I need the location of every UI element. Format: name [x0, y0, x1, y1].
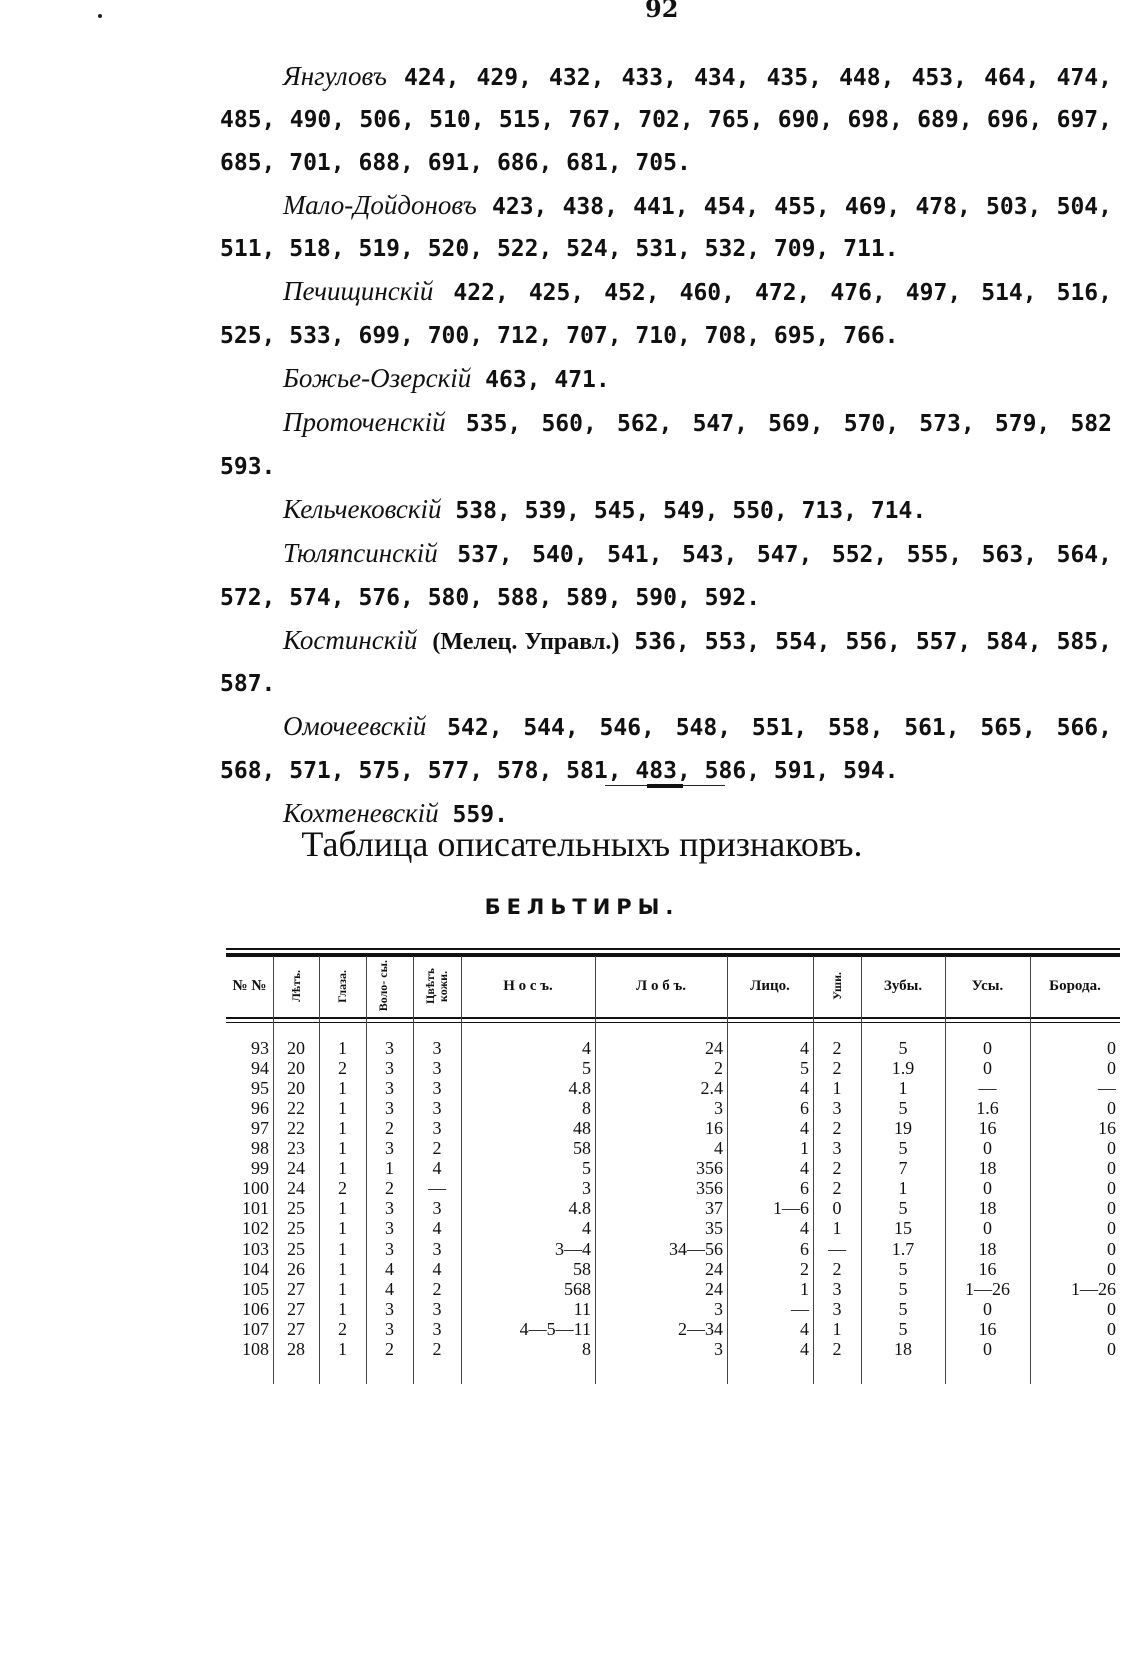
place-name: Омочеевскій: [283, 711, 427, 742]
cell-num: 105: [242, 1278, 269, 1299]
cell-face: 5: [800, 1058, 809, 1079]
cell-teeth: 15: [894, 1218, 912, 1239]
place-name: Печищинскій: [283, 276, 434, 307]
cell-skin: 3: [432, 1078, 442, 1099]
cell-beard: —: [1098, 1078, 1116, 1099]
section-ornament: [605, 784, 725, 788]
header-face: [727, 958, 813, 1014]
table-row: [0, 1218, 1140, 1239]
place-note: (Мелец. Управл.): [432, 628, 620, 655]
cell-face: 4: [800, 1118, 809, 1139]
table-row: [0, 1038, 1140, 1059]
cell-eyes: 1: [338, 1258, 347, 1279]
cell-beard: 0: [1107, 1258, 1116, 1279]
table-subtitle: БЕЛЬТИРЫ.: [484, 895, 680, 919]
listing-entry: [220, 55, 1112, 184]
cell-beard: 0: [1107, 1338, 1116, 1359]
record-numbers: 423, 438, 441, 454, 455, 469, 478, 503, 504, 511, 518, 519, 520, 522, 524, 531, 532, 709, 711.: [220, 193, 1112, 263]
place-name: Кохтеневскій: [283, 798, 439, 829]
listing-entry: [220, 488, 1112, 532]
cell-hair: 3: [385, 1218, 394, 1239]
table-row: [0, 1239, 1140, 1260]
cell-hair: 3: [385, 1318, 394, 1339]
cell-nose: 4: [582, 1218, 591, 1239]
cell-age: 26: [287, 1258, 305, 1279]
cell-skin: 2: [432, 1338, 442, 1359]
cell-age: 20: [287, 1038, 305, 1058]
cell-forehead: 35: [705, 1218, 723, 1239]
cell-forehead: 4: [714, 1138, 723, 1159]
speck: [98, 14, 102, 18]
cell-skin: 4: [432, 1258, 442, 1279]
cell-eyes: 1: [338, 1098, 347, 1119]
cell-num: 97: [251, 1118, 269, 1139]
cell-face: 1: [800, 1138, 809, 1159]
table-row: [0, 1319, 1140, 1340]
cell-teeth: 1: [898, 1078, 908, 1099]
cell-teeth: 5: [898, 1278, 908, 1299]
cell-age: 25: [287, 1238, 305, 1259]
cell-ears: —: [828, 1238, 846, 1259]
cell-hair: 3: [385, 1198, 394, 1219]
cell-hair: 3: [385, 1098, 394, 1119]
cell-age: 20: [287, 1058, 305, 1079]
cell-nose: 11: [573, 1298, 591, 1319]
header-eyes: [319, 958, 366, 1014]
cell-ears: 2: [832, 1038, 842, 1058]
cell-face: —: [791, 1298, 809, 1319]
cell-teeth: 7: [898, 1158, 908, 1179]
cell-num: 101: [242, 1198, 269, 1219]
cell-skin: 3: [432, 1318, 442, 1339]
cell-mustache: 18: [978, 1238, 997, 1259]
cell-nose: 58: [573, 1138, 591, 1159]
cell-nose: 5: [582, 1058, 591, 1079]
place-name: Проточенскій: [283, 407, 446, 438]
place-name: Костинскій: [283, 624, 418, 655]
cell-forehead: 34—56: [669, 1238, 723, 1259]
cell-eyes: 1: [338, 1138, 347, 1159]
cell-mustache: 0: [983, 1138, 992, 1159]
record-numbers: 535, 560, 562, 547, 569, 570, 573, 579, 582 593.: [220, 411, 1112, 480]
cell-ears: 2: [832, 1058, 842, 1079]
cell-hair: 2: [385, 1338, 394, 1359]
cell-ears: 2: [832, 1258, 842, 1279]
cell-skin: 3: [432, 1298, 442, 1319]
header-mustache-label: Усы.: [971, 977, 1004, 994]
cell-mustache: 0: [983, 1038, 992, 1058]
header-beard-label: Борода.: [1049, 977, 1101, 994]
cell-num: 96: [251, 1098, 269, 1119]
cell-face: 6: [800, 1238, 809, 1259]
header-skin: [413, 958, 461, 1014]
cell-teeth: 5: [898, 1298, 908, 1319]
table-row: [0, 1158, 1140, 1179]
place-name: Тюляпсинскій: [283, 538, 438, 569]
listing-entry: [220, 357, 1112, 401]
cell-ears: 2: [832, 1178, 842, 1199]
cell-hair: 4: [385, 1278, 394, 1299]
listing-entry: [220, 401, 1112, 488]
place-name: Янгуловъ: [283, 61, 387, 91]
table-row: [0, 1279, 1140, 1300]
cell-eyes: 1: [338, 1338, 347, 1359]
header-num-label: № №: [232, 977, 267, 994]
cell-skin: 3: [432, 1098, 442, 1119]
header-num: [226, 958, 273, 1014]
header-face-label: Лицо.: [750, 977, 790, 994]
cell-eyes: 1: [338, 1218, 347, 1239]
cell-age: 27: [287, 1278, 305, 1299]
cell-nose: 5: [582, 1158, 591, 1179]
cell-teeth: 5: [898, 1198, 908, 1219]
cell-skin: —: [428, 1178, 446, 1199]
table-row: [0, 1098, 1140, 1119]
header-skin-label: Цвѣтъ кожи.: [423, 968, 450, 1004]
listing-entry: [220, 270, 1112, 357]
cell-nose: 4.8: [568, 1078, 591, 1099]
cell-mustache: 18: [978, 1198, 997, 1219]
cell-hair: 3: [385, 1238, 394, 1259]
cell-forehead: 2.4: [700, 1078, 723, 1099]
cell-beard: 0: [1107, 1298, 1116, 1319]
listing-entry: [220, 705, 1112, 792]
cell-face: 4: [800, 1318, 809, 1339]
cell-mustache: —: [978, 1078, 997, 1099]
cell-skin: 2: [432, 1278, 442, 1299]
header-teeth-label: Зубы.: [883, 977, 923, 994]
cell-nose: 8: [582, 1098, 591, 1119]
cell-forehead: 3: [714, 1338, 723, 1359]
table-title: Таблица описательныхъ признаковъ.: [301, 824, 863, 864]
cell-eyes: 2: [338, 1058, 347, 1079]
cell-hair: 3: [385, 1038, 394, 1058]
cell-num: 106: [242, 1298, 269, 1319]
cell-nose: 4.8: [568, 1198, 591, 1219]
table-row: [0, 1198, 1140, 1219]
cell-forehead: 356: [696, 1158, 723, 1179]
cell-ears: 0: [832, 1198, 842, 1219]
cell-beard: 0: [1107, 1178, 1116, 1199]
cell-num: 107: [242, 1318, 269, 1339]
cell-teeth: 1: [898, 1178, 908, 1199]
cell-ears: 2: [832, 1158, 842, 1179]
cell-forehead: 3: [714, 1098, 723, 1119]
header-ears: [813, 958, 861, 1014]
cell-ears: 2: [832, 1338, 842, 1359]
cell-beard: 1—26: [1071, 1278, 1116, 1299]
cell-mustache: 16: [978, 1118, 997, 1139]
cell-hair: 3: [385, 1298, 394, 1319]
cell-eyes: 1: [338, 1038, 347, 1058]
cell-hair: 2: [385, 1118, 394, 1139]
cell-forehead: 16: [705, 1118, 723, 1139]
cell-nose: 3—4: [555, 1238, 591, 1259]
cell-num: 103: [242, 1238, 269, 1259]
cell-num: 95: [251, 1078, 269, 1099]
cell-age: 22: [287, 1118, 305, 1139]
cell-eyes: 1: [338, 1078, 347, 1099]
cell-forehead: 356: [696, 1178, 723, 1199]
table-row: [0, 1058, 1140, 1079]
cell-hair: 4: [385, 1258, 394, 1279]
cell-eyes: 1: [338, 1118, 347, 1139]
header-nose: [461, 958, 595, 1014]
cell-age: 27: [287, 1318, 305, 1339]
cell-mustache: 1—26: [965, 1278, 1010, 1299]
cell-beard: 0: [1107, 1318, 1116, 1339]
table-row: [0, 1259, 1140, 1280]
cell-ears: 1: [832, 1078, 842, 1099]
cell-teeth: 1.7: [891, 1238, 915, 1259]
cell-beard: 0: [1107, 1238, 1116, 1259]
cell-teeth: 1.9: [891, 1058, 915, 1079]
record-numbers: 537, 540, 541, 543, 547, 552, 555, 563, 564, 572, 574, 576, 580, 588, 589, 590, 592.: [220, 542, 1112, 611]
record-numbers: 463, 471.: [485, 367, 610, 394]
table-row: [0, 1138, 1140, 1159]
cell-ears: 3: [832, 1298, 842, 1319]
listing-entry: [220, 532, 1112, 619]
cell-num: 108: [242, 1338, 269, 1359]
cell-num: 100: [242, 1178, 269, 1199]
header-nose-label: Н о с ъ.: [503, 977, 553, 994]
place-listing: [220, 55, 1112, 836]
record-numbers: 424, 429, 432, 433, 434, 435, 448, 453, 464, 474, 485, 490, 506, 510, 515, 767, 702, 765, 690, 698, 689, 696, 697, 685, 701, 688, 691, 686, 681, 705.: [220, 65, 1112, 176]
header-forehead-label: Л о б ъ.: [636, 977, 686, 994]
place-name: Кельчековскій: [283, 493, 442, 524]
header-hair: [366, 958, 413, 1014]
cell-forehead: 2—34: [678, 1318, 723, 1339]
listing-entry: [220, 184, 1112, 271]
cell-eyes: 1: [338, 1298, 347, 1319]
cell-nose: 58: [573, 1258, 591, 1279]
cell-beard: 0: [1107, 1158, 1116, 1179]
cell-ears: 1: [832, 1218, 842, 1239]
cell-eyes: 1: [338, 1198, 347, 1219]
table-row: [0, 1118, 1140, 1139]
header-eyes-label: Глаза.: [335, 969, 349, 1003]
cell-face: 1: [800, 1278, 809, 1299]
cell-num: 94: [251, 1058, 269, 1079]
cell-forehead: 2: [714, 1058, 723, 1079]
cell-hair: 3: [385, 1058, 394, 1079]
cell-hair: 2: [385, 1178, 394, 1199]
header-beard: [1030, 958, 1120, 1014]
table-top-rule: [226, 948, 1120, 950]
cell-teeth: 5: [898, 1138, 908, 1159]
cell-num: 93: [251, 1038, 269, 1058]
header-mustache: [945, 958, 1030, 1014]
record-numbers: 422, 425, 452, 460, 472, 476, 497, 514, 516, 525, 533, 699, 700, 712, 707, 710, 708, 695, 766.: [220, 280, 1112, 349]
record-numbers: 536, 553, 554, 556, 557, 584, 585, 587.: [220, 628, 1112, 698]
cell-skin: 4: [432, 1218, 442, 1239]
cell-age: 24: [287, 1178, 305, 1199]
cell-nose: 568: [564, 1278, 591, 1299]
header-forehead: [595, 958, 727, 1014]
header-age: [273, 958, 319, 1014]
cell-beard: 0: [1107, 1138, 1116, 1159]
cell-beard: 0: [1107, 1218, 1116, 1239]
cell-nose: 8: [582, 1338, 591, 1359]
cell-beard: 0: [1107, 1198, 1116, 1219]
cell-num: 102: [242, 1218, 269, 1239]
cell-face: 6: [800, 1178, 809, 1199]
cell-skin: 3: [432, 1118, 442, 1139]
cell-forehead: 37: [705, 1198, 723, 1219]
header-bottom-rule: [226, 1017, 1120, 1019]
table-row: [0, 1078, 1140, 1099]
cell-skin: 3: [432, 1058, 442, 1079]
cell-mustache: 16: [978, 1258, 997, 1279]
table-row: [0, 1178, 1140, 1199]
cell-ears: 3: [832, 1278, 842, 1299]
cell-mustache: 0: [983, 1218, 992, 1239]
cell-forehead: 24: [705, 1278, 723, 1299]
cell-face: 4: [800, 1158, 809, 1179]
cell-skin: 4: [432, 1158, 442, 1179]
cell-skin: 3: [432, 1238, 442, 1259]
cell-age: 25: [287, 1198, 305, 1219]
cell-face: 1—6: [773, 1198, 809, 1219]
cell-ears: 1: [832, 1318, 842, 1339]
cell-face: 6: [800, 1098, 809, 1119]
cell-skin: 2: [432, 1138, 442, 1159]
table-top-rule-thick: [226, 953, 1120, 957]
table-row: [0, 1339, 1140, 1360]
cell-hair: 1: [385, 1158, 394, 1179]
header-age-label: Лѣтъ.: [288, 969, 303, 1003]
cell-num: 104: [242, 1258, 269, 1279]
place-name: Мало-Дойдоновъ: [283, 189, 477, 220]
cell-beard: 16: [1098, 1118, 1116, 1139]
cell-eyes: 1: [338, 1158, 347, 1179]
cell-age: 27: [287, 1298, 305, 1319]
cell-face: 4: [800, 1038, 809, 1058]
cell-age: 22: [287, 1098, 305, 1119]
record-numbers: 542, 544, 546, 548, 551, 558, 561, 565, 566, 568, 571, 575, 577, 578, 581, 483, 586, 591, 594.: [220, 715, 1112, 784]
record-numbers: 559.: [452, 802, 508, 829]
cell-age: 28: [287, 1338, 305, 1359]
cell-teeth: 5: [898, 1318, 908, 1339]
cell-ears: 3: [832, 1098, 842, 1119]
header-ears-label: Уши.: [829, 972, 844, 1000]
cell-ears: 3: [832, 1138, 842, 1159]
cell-forehead: 3: [714, 1298, 723, 1319]
listing-entry: [220, 619, 1112, 706]
cell-nose: 4: [582, 1038, 591, 1058]
cell-beard: 0: [1107, 1038, 1116, 1058]
cell-skin: 3: [432, 1038, 442, 1058]
cell-face: 2: [800, 1258, 809, 1279]
table-row: [0, 1299, 1140, 1320]
cell-nose: 3: [582, 1178, 591, 1199]
cell-num: 99: [251, 1158, 269, 1179]
header-hair-label: Воло- сы.: [375, 960, 390, 1012]
cell-face: 4: [800, 1078, 809, 1099]
cell-hair: 3: [385, 1138, 394, 1159]
cell-beard: 0: [1107, 1058, 1116, 1079]
cell-mustache: 1.6: [976, 1098, 999, 1119]
cell-eyes: 2: [338, 1178, 347, 1199]
cell-teeth: 18: [894, 1338, 912, 1359]
cell-mustache: 0: [983, 1178, 992, 1199]
page-number: 92: [645, 0, 679, 23]
cell-face: 4: [800, 1338, 809, 1359]
cell-eyes: 2: [338, 1318, 347, 1339]
cell-teeth: 5: [898, 1098, 908, 1119]
header-bottom-rule-thin: [226, 1022, 1120, 1023]
cell-forehead: 24: [705, 1258, 723, 1279]
cell-beard: 0: [1107, 1098, 1116, 1119]
cell-nose: 48: [573, 1118, 591, 1139]
cell-mustache: 18: [978, 1158, 997, 1179]
cell-num: 98: [251, 1138, 269, 1159]
cell-teeth: 19: [894, 1118, 912, 1139]
cell-mustache: 0: [983, 1058, 992, 1079]
cell-face: 4: [800, 1218, 809, 1239]
record-numbers: 538, 539, 545, 549, 550, 713, 714.: [455, 497, 927, 524]
cell-mustache: 0: [983, 1298, 992, 1319]
cell-forehead: 24: [705, 1038, 723, 1058]
header-teeth: [861, 958, 945, 1014]
place-name: Божье-Озерскій: [283, 363, 472, 394]
cell-hair: 3: [385, 1078, 394, 1099]
cell-eyes: 1: [338, 1278, 347, 1299]
cell-eyes: 1: [338, 1238, 347, 1259]
cell-age: 25: [287, 1218, 305, 1239]
cell-teeth: 5: [898, 1258, 908, 1279]
cell-teeth: 5: [898, 1038, 908, 1058]
cell-skin: 3: [432, 1198, 442, 1219]
cell-ears: 2: [832, 1118, 842, 1139]
cell-mustache: 16: [978, 1318, 997, 1339]
cell-nose: 4—5—11: [519, 1318, 591, 1339]
cell-age: 23: [287, 1138, 305, 1159]
cell-age: 24: [287, 1158, 305, 1179]
cell-age: 20: [287, 1078, 305, 1099]
cell-mustache: 0: [983, 1338, 992, 1359]
